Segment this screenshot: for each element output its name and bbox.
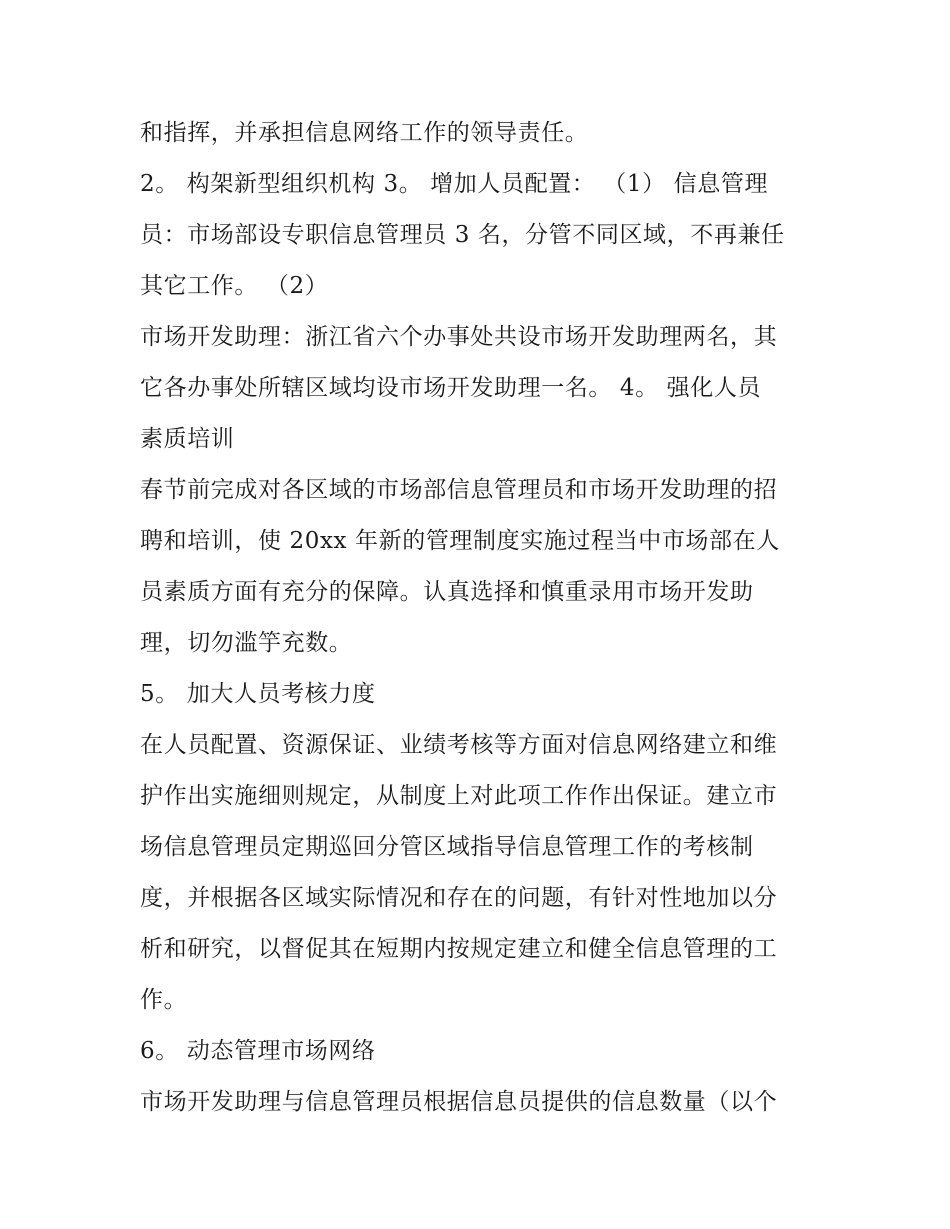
text-line: 场信息管理员定期巡回分管区域指导信息管理工作的考核制: [140, 834, 754, 860]
text-line: 员素质方面有充分的保障。认真选择和慎重录用市场开发助: [140, 579, 754, 605]
text-line: 和指挥，并承担信息网络工作的领导责任。: [140, 120, 589, 146]
text-line: 聘和培训，使 20xx 年新的管理制度实施过程当中市场部在人: [140, 528, 780, 554]
text-line: 其它工作。 （2）: [140, 273, 329, 299]
text-line: 析和研究，以督促其在短期内按规定建立和健全信息管理的工: [140, 936, 778, 962]
text-line: 它各办事处所辖区域均设市场开发助理一名。 4。 强化人员: [140, 375, 762, 401]
text-line: 员：市场部设专职信息管理员 3 名，分管不同区域，不再兼任: [140, 222, 785, 248]
text-line: 素质培训: [140, 426, 235, 452]
text-line: 市场开发助理与信息管理员根据信息员提供的信息数量（以个: [140, 1089, 778, 1115]
text-line: 理，切勿滥竽充数。: [140, 630, 353, 656]
document-body: [140, 108, 820, 1128]
text-line: 6。 动态管理市场网络: [140, 1038, 376, 1064]
text-line: 2。 构架新型组织机构 3。 增加人员配置： （1） 信息管理: [140, 171, 769, 197]
text-line: 5。 加大人员考核力度: [140, 681, 376, 707]
text-line: 度，并根据各区域实际情况和存在的问题，有针对性地加以分: [140, 885, 778, 911]
text-line: 护作出实施细则规定，从制度上对此项工作作出保证。建立市: [140, 783, 778, 809]
text-line: 市场开发助理：浙江省六个办事处共设市场开发助理两名，其: [140, 324, 778, 350]
text-line: 春节前完成对各区域的市场部信息管理员和市场开发助理的招: [140, 477, 778, 503]
text-line: 在人员配置、资源保证、业绩考核等方面对信息网络建立和维: [140, 732, 778, 758]
text-line: 作。: [140, 987, 188, 1013]
